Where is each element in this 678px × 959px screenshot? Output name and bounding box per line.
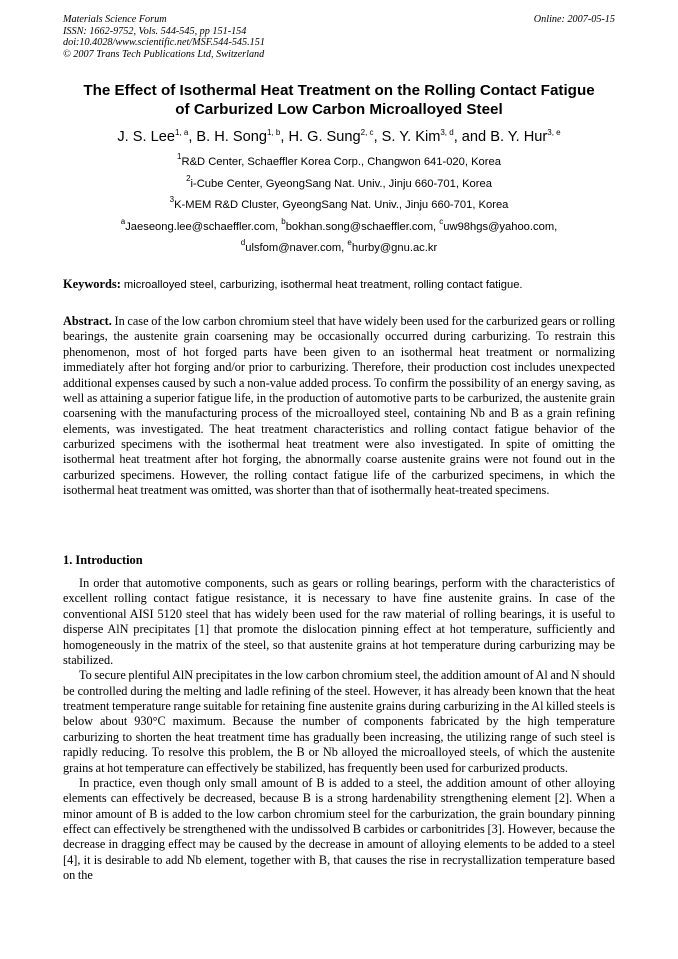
author-separator: ,	[280, 129, 289, 145]
author-name: H. G. Sung	[288, 129, 361, 145]
email-mark: b	[281, 217, 286, 226]
paper-title	[40, 81, 638, 119]
abstract	[63, 314, 615, 499]
introduction-body	[63, 576, 615, 884]
author-affil-mark: 1, a	[174, 128, 189, 137]
author-separator: ,	[188, 129, 197, 145]
email-address[interactable]: uw98hgs@yahoo.com,	[443, 221, 558, 233]
author-separator: ,	[373, 129, 382, 145]
affiliation-mark: 2	[186, 174, 191, 183]
author-separator: , and	[453, 129, 491, 145]
author-affil-mark: 3, d	[440, 128, 454, 137]
affiliation-1	[30, 152, 648, 169]
copyright-line: © 2007 Trans Tech Publications Ltd, Switzerland	[63, 48, 265, 60]
affiliation-text: i-Cube Center, GyeongSang Nat. Univ., Jinju 660-701, Korea	[190, 178, 492, 190]
keywords-text: microalloyed steel, carburizing, isothermal heat treatment, rolling contact fatigue.	[120, 279, 523, 291]
email-mark: e	[347, 238, 352, 247]
author-affil-mark: 2, c	[360, 128, 374, 137]
email-address[interactable]: ulsfom@naver.com,	[245, 242, 348, 254]
affiliation-text: R&D Center, Schaeffler Korea Corp., Changwon 641-020, Korea	[181, 156, 501, 168]
keywords	[63, 277, 623, 292]
title-line-1: The Effect of Isothermal Heat Treatment on the Rolling Contact Fatigue	[83, 82, 595, 99]
email-mark: c	[439, 217, 444, 226]
keywords-label: Keywords:	[63, 277, 121, 291]
title-line-2: of Carburized Low Carbon Microalloyed Steel	[175, 101, 503, 118]
section-heading-introduction: 1. Introduction	[63, 553, 143, 567]
intro-paragraph-2: To secure plentiful AlN precipitates in the low carbon chromium steel, the addition amount of Al and N should be controlled during the melting and ladle refining of the steel. However, it has already been known that the heat treatment temperature range suitable for retaining fine austenite grains during carburizing in the Al killed steels is below about 930°C maximum. Because the number of components fabricated by the high temperature carburizing to shorten the heat treatment time has gradually been increasing, the utilizing range of such steel is rapidly reducing. To resolve this problem, the B or Nb alloyed the microalloyed steels, of which the austenite grains at hot temperature can effectively be stabilized, has frequently been used for carburized products.	[63, 668, 615, 775]
doi-line: doi:10.4028/www.scientific.net/MSF.544-545.151	[63, 37, 265, 49]
author-list	[30, 128, 648, 146]
email-address[interactable]: bokhan.song@schaeffler.com,	[285, 221, 440, 233]
journal-info	[63, 14, 265, 60]
abstract-paragraph	[63, 314, 615, 499]
author-name: J. S. Lee	[117, 129, 175, 145]
affiliation-text: K-MEM R&D Cluster, GyeongSang Nat. Univ., Jinju 660-701, Korea	[174, 199, 509, 211]
journal-name: Materials Science Forum	[63, 14, 167, 25]
affiliation-3	[30, 195, 648, 212]
abstract-label: Abstract.	[63, 314, 112, 328]
email-line-1	[30, 217, 648, 234]
author-name: B. Y. Hur	[490, 129, 548, 145]
intro-paragraph-3: In practice, even though only small amount of B is added to a steel, the addition amount of other alloying elements can effectively be decreased, because B is a strong hardenability strengthening element [2]. When a minor amount of B is added to the low carbon chromium steel for the carburization, the grain boundary pinning effect can effectively be strengthened with the undissolved B carbides or carbonitrides [3]. However, because the decrease in dragging effect may be caused by the decrease in amount of alloying elements to be added to a steel [4], it is desirable to add Nb element, together with B, that causes the rise in recrystallization temperature based on the	[63, 775, 615, 883]
affiliation-mark: 1	[177, 152, 182, 161]
affiliation-mark: 3	[169, 195, 175, 204]
author-name: S. Y. Kim	[381, 129, 441, 145]
online-date: Online: 2007-05-15	[533, 14, 615, 25]
intro-paragraph-1: In order that automotive components, such as gears or rolling bearings, perform with the characteristics of excellent rolling contact fatigue resistance, it is necessary to have fine austenite grains. In case of the conventional AISI 5120 steel that has widely been used for the raw material of rolling bearings, it is useful to disperse AlN precipitates [1] that promote the dislocation pinning effect at hot temperature, sufficiently and homogeneously in the matrix of the steel, so that austenite grains at hot temperature during carburizing may be stabilized.	[63, 576, 615, 667]
email-line-2	[30, 238, 648, 255]
issn-line: ISSN: 1662-9752, Vols. 544-545, pp 151-154	[63, 25, 247, 37]
author-affil-mark: 1, b	[267, 128, 281, 137]
author-name: B. H. Song	[196, 129, 267, 145]
email-address[interactable]: Jaeseong.lee@schaeffler.com,	[125, 221, 282, 233]
email-mark: d	[240, 238, 246, 247]
email-mark: a	[120, 217, 126, 226]
email-address[interactable]: hurby@gnu.ac.kr	[351, 242, 438, 254]
affiliation-2	[30, 174, 648, 191]
abstract-text: In case of the low carbon chromium steel that have widely been used for the carburized gears or rolling bearings, the austenite grain coarsening may be occasionally occurred during carburizing. To restrain this phenomenon, most of hot forged parts have been given to an isothermal heat treatment or normalizing immediately after hot forging and/or prior to carburizing. Therefore, their production cost includes unexpected additional expenses caused by such a non-value added process. To confirm the possibility of an energy saving, as well as attaining a superior fatigue life, in the production of automotive parts to be carburized, the austenite grain coarsening with the manufacturing process of the microalloyed steel, containing Nb and B as a grain refining elements, was investigated. The heat treatment characteristics and rolling contact fatigue behavior of the carburized specimens with the isothermal heat treatment were also investigated. In spite of omitting the isothermal heat treatment after hot forging, the abnormally coarse austenite grains were not found out in the carburized specimens. However, the rolling contact fatigue life of the carburized specimens, in which the isothermal heat treatment was omitted, was shorter than that of isothermally heat-treated specimens.	[63, 314, 615, 498]
author-affil-mark: 3, e	[547, 128, 561, 137]
